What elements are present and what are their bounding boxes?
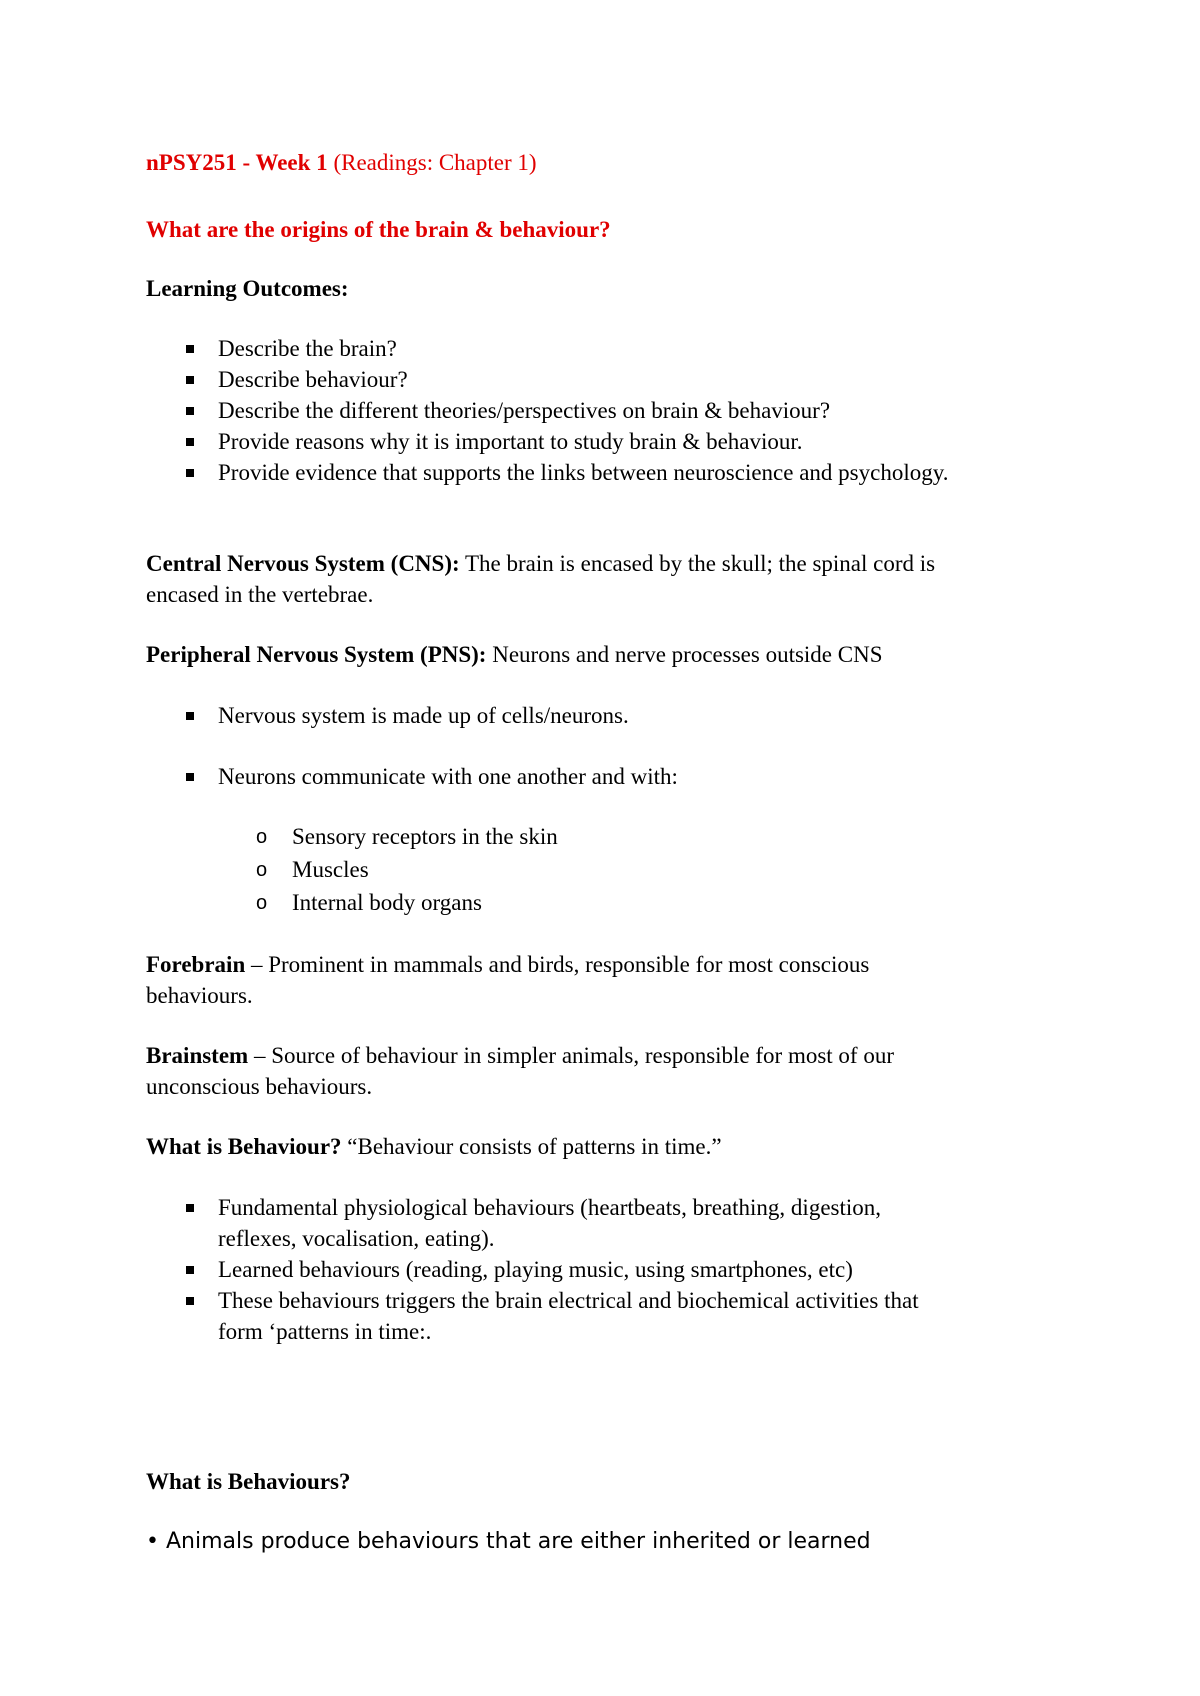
list-item: • Animals produce behaviours that are either inherited or learned xyxy=(146,1529,871,1554)
square-bullet-icon xyxy=(186,469,194,477)
learning-outcomes-heading: Learning Outcomes: xyxy=(146,276,349,301)
cns-term: Central Nervous System (CNS): xyxy=(146,551,460,576)
document-page: nPSY251 - Week 1 (Readings: Chapter 1) What are the origins of the brain & behaviour? Learning Outcomes: Describe the brain? Describe behaviour? Describe the different theories/perspectives on brain & behaviour? Provide reasons why it is important to study brain & behaviour. Provide evidence that supports the links between neuroscience and psychology. Central Nervous System (CNS): The brain is encased by the skull; the spinal cord is encased in the vertebrae. Peripheral Nervous System (PNS): Neurons and nerve processes outside CNS Nervous system is made up of cells/neurons. Neurons communicate with one another and with: o Sensory receptors in the skin o Muscles o Internal body organs Forebrain – Prominent in mammals and birds, responsible for most conscious behaviours. Brainstem – Source of behaviour in simpler animals, responsible for most of our unconscious behaviours. What is Behaviour? “Behaviour consists of patterns in time.” Fundamental physiological behaviours (heartbeats, breathing, digestion, reflexes, vocalisation, eating). Learned behaviours (reading, playing music, using smartphones, etc) These behaviours triggers the brain electrical and biochemical activities that form ‘patterns in time:. What is Behaviours? • Animals produce behaviours that are either inherited or learned xyxy=(0,0,1200,1696)
square-bullet-icon xyxy=(186,376,194,384)
circle-bullet-icon: o xyxy=(256,892,268,914)
brainstem-term: Brainstem xyxy=(146,1043,249,1068)
pns-term: Peripheral Nervous System (PNS): xyxy=(146,642,487,667)
square-bullet-icon xyxy=(186,438,194,446)
square-bullet-icon xyxy=(186,712,194,720)
forebrain-definition-continued: behaviours. xyxy=(146,983,253,1008)
square-bullet-icon xyxy=(186,1266,194,1274)
course-code: nPSY251 - Week 1 xyxy=(146,150,328,175)
square-bullet-icon xyxy=(186,1297,194,1305)
square-bullet-icon xyxy=(186,773,194,781)
forebrain-term: Forebrain xyxy=(146,952,246,977)
course-title-line xyxy=(146,148,537,178)
main-question: What are the origins of the brain & behaviour? xyxy=(146,217,611,242)
brainstem-definition: Brainstem – Source of behaviour in simpler animals, responsible for most of our xyxy=(146,1043,895,1068)
behaviour-definition: What is Behaviour? “Behaviour consists of patterns in time.” xyxy=(146,1134,722,1159)
readings-note: (Readings: Chapter 1) xyxy=(333,150,537,175)
behaviours-heading: What is Behaviours? xyxy=(146,1469,351,1494)
brainstem-definition-continued: unconscious behaviours. xyxy=(146,1074,373,1099)
cns-definition: Central Nervous System (CNS): The brain is encased by the skull; the spinal cord is xyxy=(146,551,936,576)
circle-bullet-icon: o xyxy=(256,859,268,881)
square-bullet-icon xyxy=(186,407,194,415)
square-bullet-icon xyxy=(186,1204,194,1212)
pns-definition: Peripheral Nervous System (PNS): Neurons and nerve processes outside CNS xyxy=(146,642,883,667)
cns-definition-continued: encased in the vertebrae. xyxy=(146,582,374,607)
square-bullet-icon xyxy=(186,345,194,353)
behaviour-term: What is Behaviour? xyxy=(146,1134,342,1159)
circle-bullet-icon: o xyxy=(256,826,268,848)
forebrain-definition: Forebrain – Prominent in mammals and birds, responsible for most conscious xyxy=(146,952,870,977)
bullet-dot-icon: • xyxy=(146,1529,159,1554)
